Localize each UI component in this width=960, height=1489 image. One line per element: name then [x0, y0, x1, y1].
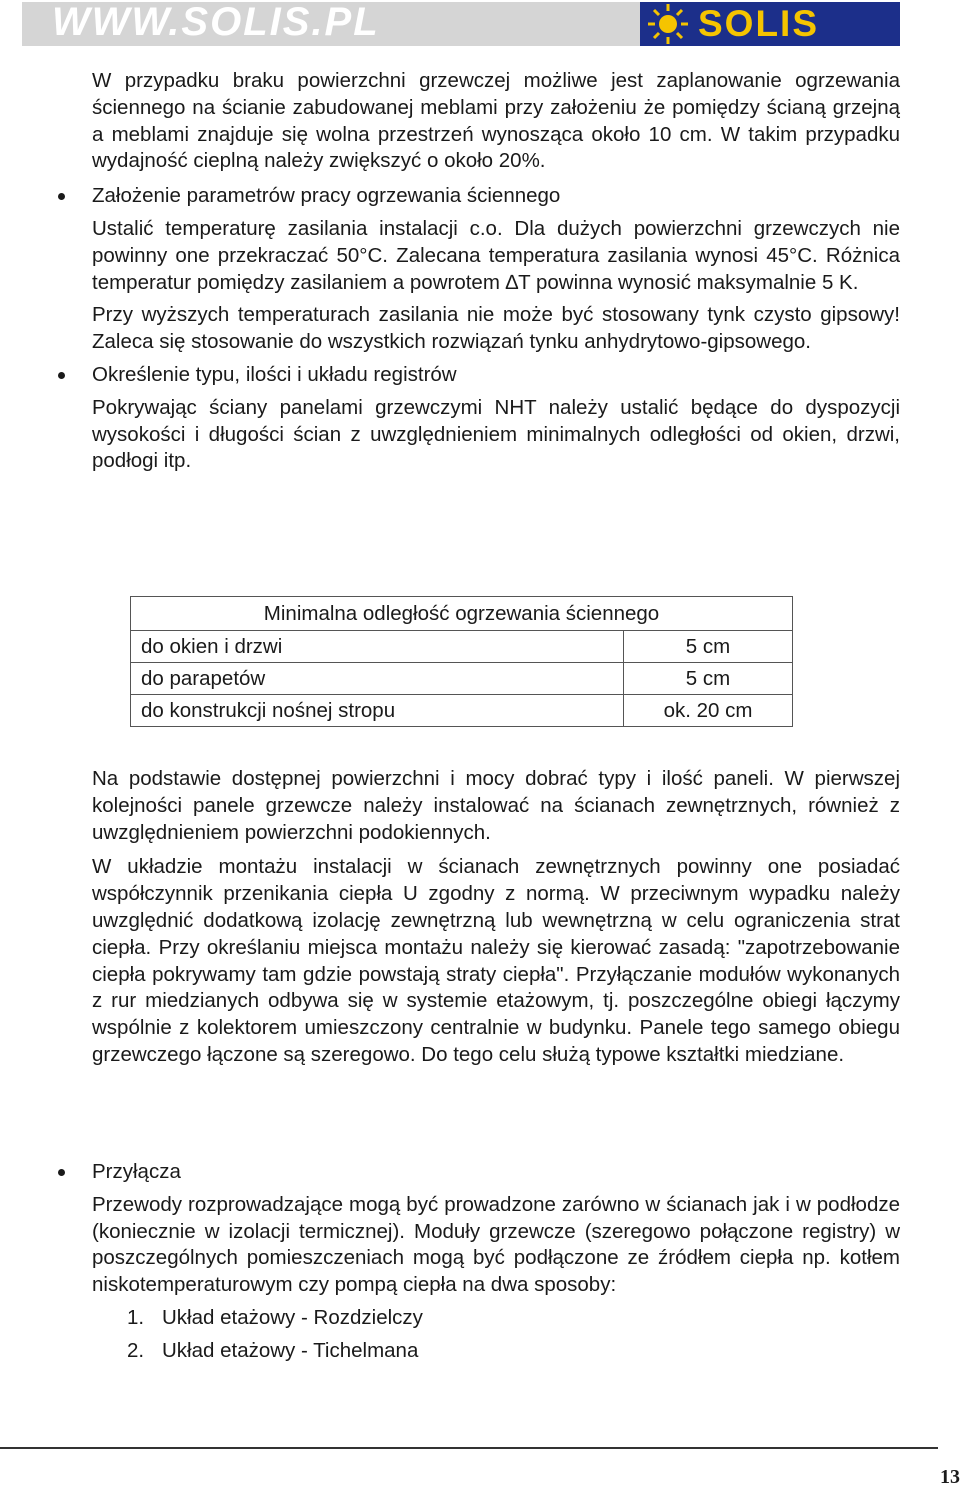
selection-paragraph: Na podstawie dostępnej powierzchni i mocy dobrać typy i ilość paneli. W pierwszej kolejności panele grzewcze należy instalować na ścianach zewnętrznych, również z uwzględnieniem powierzchni podokiennych.: [92, 767, 900, 844]
sun-icon: [646, 2, 690, 46]
page-number: 13: [940, 1466, 960, 1488]
list-item: [92, 1305, 900, 1332]
footer-divider: [0, 1447, 938, 1449]
document-body-continued: [92, 766, 900, 1069]
table-row: [131, 663, 793, 695]
table-row-label: do okien i drzwi: [131, 631, 624, 663]
parameters-paragraph-2: Przy wyższych temperaturach zasilania nie może być stosowany tynk czysto gipsowy! Zaleca się stosowanie do wszystkich rozwiązań tynku anhydrytowo-gipsowego.: [92, 303, 900, 354]
section-heading-connections: Przyłącza: [92, 1159, 900, 1186]
registers-paragraph: Pokrywając ściany panelami grzewczymi NHT należy ustalić będące do dyspozycji wysokości i długości ścian z uwzględnieniem minimalnych odległości od okien, drzwi, podłogi itp.: [92, 395, 900, 473]
section-heading-parameters: Założenie parametrów pracy ogrzewania ściennego: [92, 183, 900, 210]
table-row-value: 5 cm: [624, 631, 793, 663]
table-row: [131, 695, 793, 727]
solis-logo: [640, 2, 900, 46]
table-row: [131, 631, 793, 663]
connections-paragraph: Przewody rozprowadzające mogą być prowadzone zarówno w ścianach jak i w podłodze (koniecznie w izolacji termicznej). Moduły grzewcze (szeregowo połączone registry) w poszczególnych pomieszczeniach mogą być podłączone ze źródłem ciepła np. kotłem niskotemperaturowym czy pompą ciepła na dwa sposoby:: [92, 1192, 900, 1297]
list-item-text: Układ etażowy - Tichelmana: [162, 1338, 419, 1362]
logo-wordmark: SOLIS: [698, 3, 820, 44]
list-item-number: 1.: [127, 1305, 145, 1329]
table-caption: Minimalna odległość ogrzewania ściennego: [131, 597, 793, 631]
document-body: [92, 68, 900, 475]
list-item-number: 2.: [127, 1338, 145, 1362]
section-heading-registers: Określenie typu, ilości i układu registrów: [92, 362, 900, 389]
list-item-text: Układ etażowy - Rozdzielczy: [162, 1305, 423, 1329]
mounting-paragraph: W układzie montażu instalacji w ścianach zewnętrznych powinny one posiadać współczynnik przenikania ciepła U zgodny z normą. W przeciwnym wypadku należy uwzględnić dodatkową izolację zewnętrzną lub wewnętrzną w celu ograniczenia strat ciepła. Przy określaniu miejsca montażu należy się kierować zasadą: "zapotrzebowanie ciepła pokrywamy tam gdzie powstają straty ciepła". Przyłączanie modułów wykonanych z rur miedzianych odbywa się w systemie etażowym, tj. poszczególne obiegi łączymy wspólnie z kolektorem umieszczony centralnie w budynku. Panele tego samego obiegu grzewczego łączone są szeregowo. Do tego celu służą typowe kształtki miedziane.: [92, 855, 900, 1066]
min-distance-table: [130, 596, 793, 727]
document-body-connections: [92, 1159, 900, 1365]
table-row-value: 5 cm: [624, 663, 793, 695]
table-row-label: do parapetów: [131, 663, 624, 695]
list-item: [92, 1338, 900, 1365]
intro-paragraph: W przypadku braku powierzchni grzewczej możliwe jest zaplanowanie ogrzewania ściennego na ścianie zabudowanej meblami przy założeniu że pomiędzy ścianą grzejną a meblami znajduje się wolna przestrzeń wynosząca około 10 cm. W takim przypadku wydajność cieplną należy zwiększyć o około 20%.: [92, 69, 900, 173]
table-row-label: do konstrukcji nośnej stropu: [131, 695, 624, 727]
header-url-text: WWW.SOLIS.PL: [52, 0, 380, 44]
table-row-value: ok. 20 cm: [624, 695, 793, 727]
parameters-paragraph-1: Ustalić temperaturę zasilania instalacji c.o. Dla dużych powierzchni grzewczych nie powinny one przekraczać 50°C. Zalecana temperatura zasilania wynosi 45°C. Różnica temperatur pomiędzy zasilaniem a powrotem ∆T powinna wynosić maksymalnie 5 K.: [92, 216, 900, 294]
